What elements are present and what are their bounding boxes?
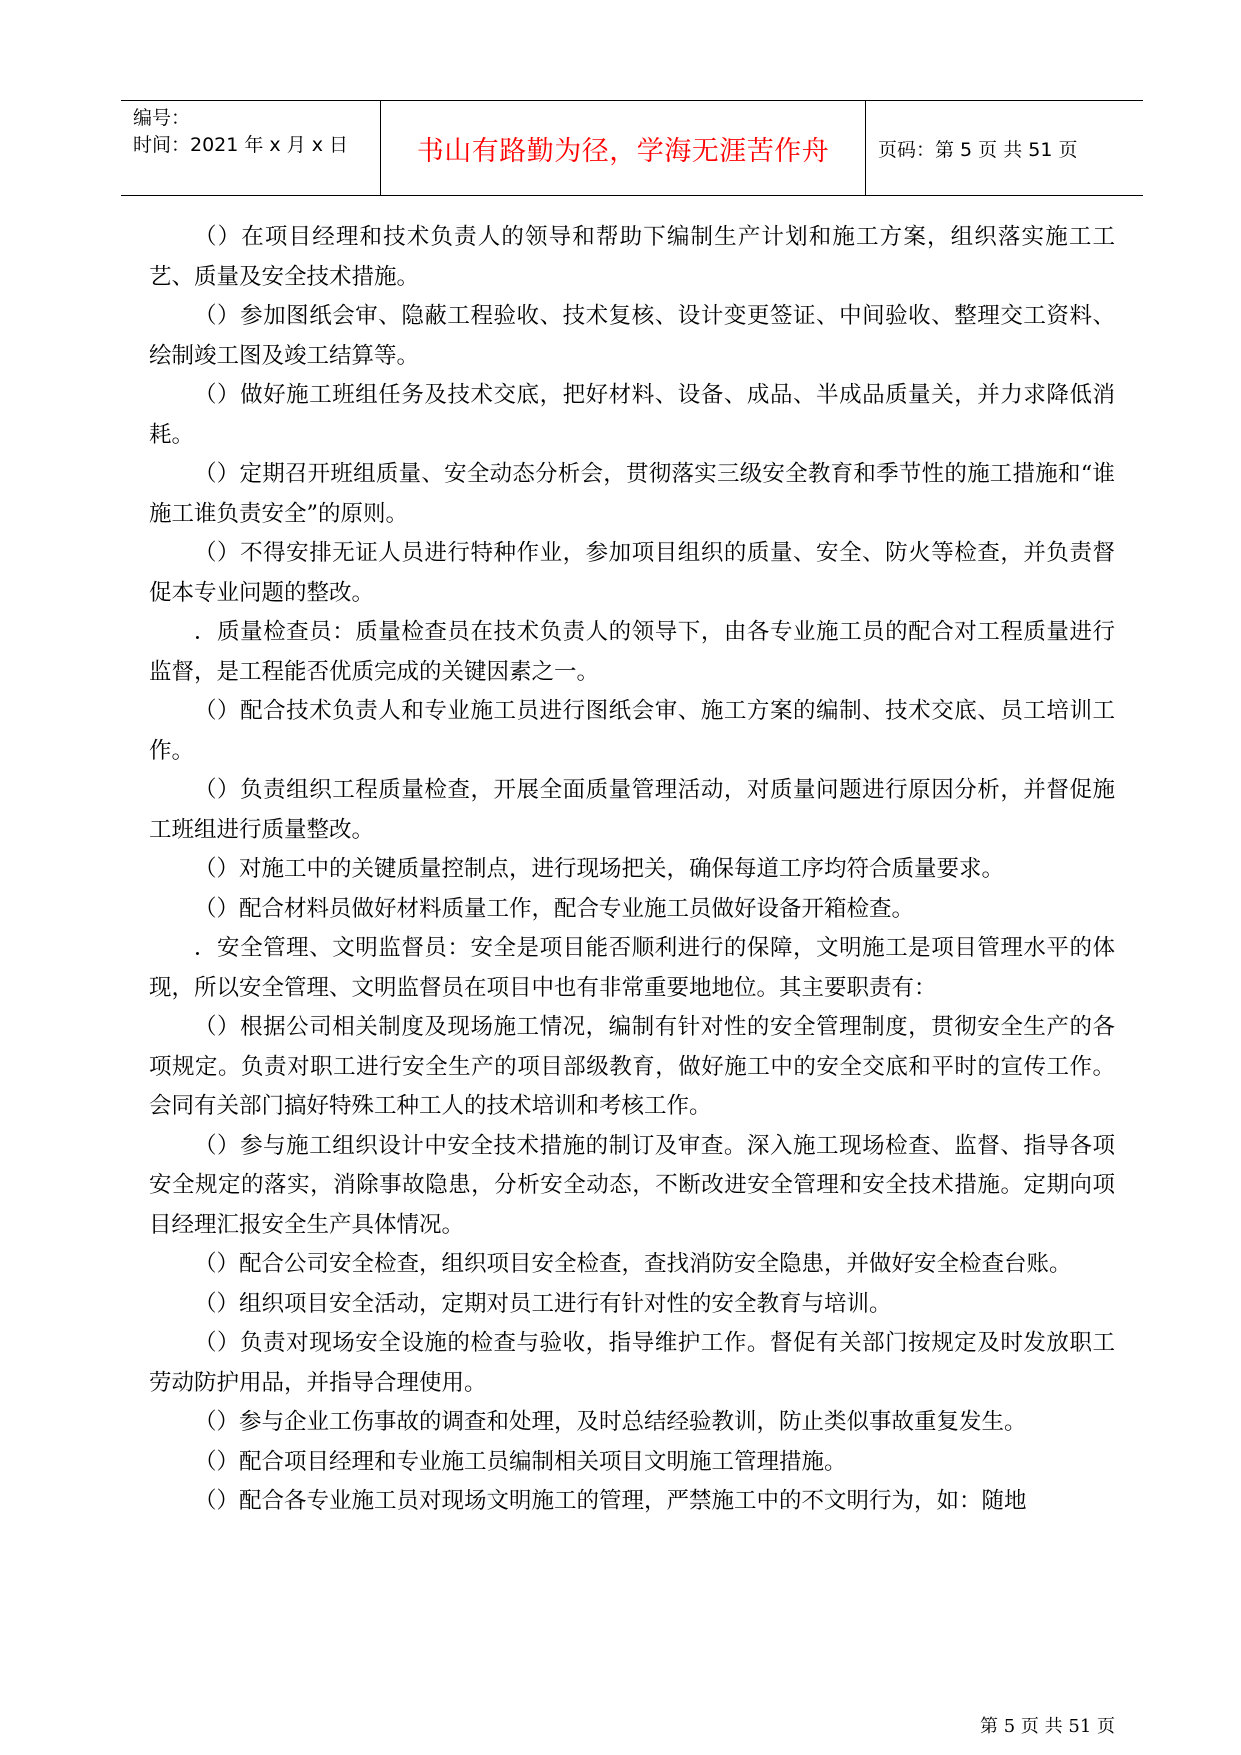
section-heading-paragraph: ．质量检查员：质量检查员在技术负责人的领导下，由各专业施工员的配合对工程质量进行监督，是工程能否优质完成的关键因素之一。 xyxy=(149,619,1115,685)
paragraph: （）负责对现场安全设施的检查与验收，指导维护工作。督促有关部门按规定及时发放职工劳动防护用品，并指导合理使用。 xyxy=(149,1330,1115,1396)
header-page-cell xyxy=(866,101,1143,195)
section-heading-paragraph: ．安全管理、文明监督员：安全是项目能否顺利进行的保障，文明施工是项目管理水平的体现，所以安全管理、文明监督员在项目中也有非常重要地地位。其主要职责有： xyxy=(149,935,1115,1001)
paragraph: （）做好施工班组任务及技术交底，把好材料、设备、成品、半成品质量关，并力求降低消耗。 xyxy=(149,382,1115,448)
paragraph: （）配合材料员做好材料质量工作，配合专业施工员做好设备开箱检查。 xyxy=(194,895,915,922)
paragraph: （）对施工中的关键质量控制点，进行现场把关，确保每道工序均符合质量要求。 xyxy=(194,856,1005,882)
header-page-label: 页码：第 5 页 共 51 页 xyxy=(878,138,1078,161)
header-motto-cell xyxy=(381,101,866,195)
document-body xyxy=(149,218,1115,1522)
paragraph: （）在项目经理和技术负责人的领导和帮助下编制生产计划和施工方案，组织落实施工工艺、质量及安全技术措施。 xyxy=(149,224,1115,290)
motto-text: 书山有路勤为径，学海无涯苦作舟 xyxy=(416,135,830,167)
paragraph: （）负责组织工程质量检查，开展全面质量管理活动，对质量问题进行原因分析，并督促施工班组进行质量整改。 xyxy=(149,777,1115,843)
page-footer: 第 5 页 共 51 页 xyxy=(980,1716,1115,1737)
paragraph: （）配合技术负责人和专业施工员进行图纸会审、施工方案的编制、技术交底、员工培训工作。 xyxy=(149,698,1115,764)
document-header xyxy=(121,100,1143,196)
paragraph: （）不得安排无证人员进行特种作业，参加项目组织的质量、安全、防火等检查，并负责督促本专业问题的整改。 xyxy=(149,540,1115,606)
paragraph: （）配合各专业施工员对现场文明施工的管理，严禁施工中的不文明行为，如：随地 xyxy=(194,1488,1027,1514)
paragraph: （）参加图纸会审、隐蔽工程验收、技术复核、设计变更签证、中间验收、整理交工资料、绘制竣工图及竣工结算等。 xyxy=(149,303,1115,369)
paragraph: （）根据公司相关制度及现场施工情况，编制有针对性的安全管理制度，贯彻安全生产的各项规定。负责对职工进行安全生产的项目部级教育，做好施工中的安全交底和平时的宣传工作。会同有关部门搞好特殊工种工人的技术培训和考核工作。 xyxy=(149,1014,1115,1119)
paragraph: （）配合公司安全检查，组织项目安全检查，查找消防安全隐患，并做好安全检查台账。 xyxy=(194,1251,1072,1277)
header-meta xyxy=(121,101,381,195)
paragraph: （）配合项目经理和专业施工员编制相关项目文明施工管理措施。 xyxy=(194,1448,847,1475)
paragraph: （）参与企业工伤事故的调查和处理，及时总结经验教训，防止类似事故重复发生。 xyxy=(194,1409,1027,1435)
paragraph: （）组织项目安全活动，定期对员工进行有针对性的安全教育与培训。 xyxy=(194,1290,892,1317)
paragraph: （）参与施工组织设计中安全技术措施的制订及审查。深入施工现场检查、监督、指导各项安全规定的落实，消除事故隐患，分析安全动态，不断改进安全管理和安全技术措施。定期向项目经理汇报安全生产具体情况。 xyxy=(149,1132,1115,1238)
document-number-label: 编号： xyxy=(133,107,191,129)
paragraph: （）定期召开班组质量、安全动态分析会，贯彻落实三级安全教育和季节性的施工措施和“谁施工谁负责安全”的原则。 xyxy=(149,461,1115,527)
document-date-label: 时间：2021 年 x 月 x 日 xyxy=(133,134,349,156)
